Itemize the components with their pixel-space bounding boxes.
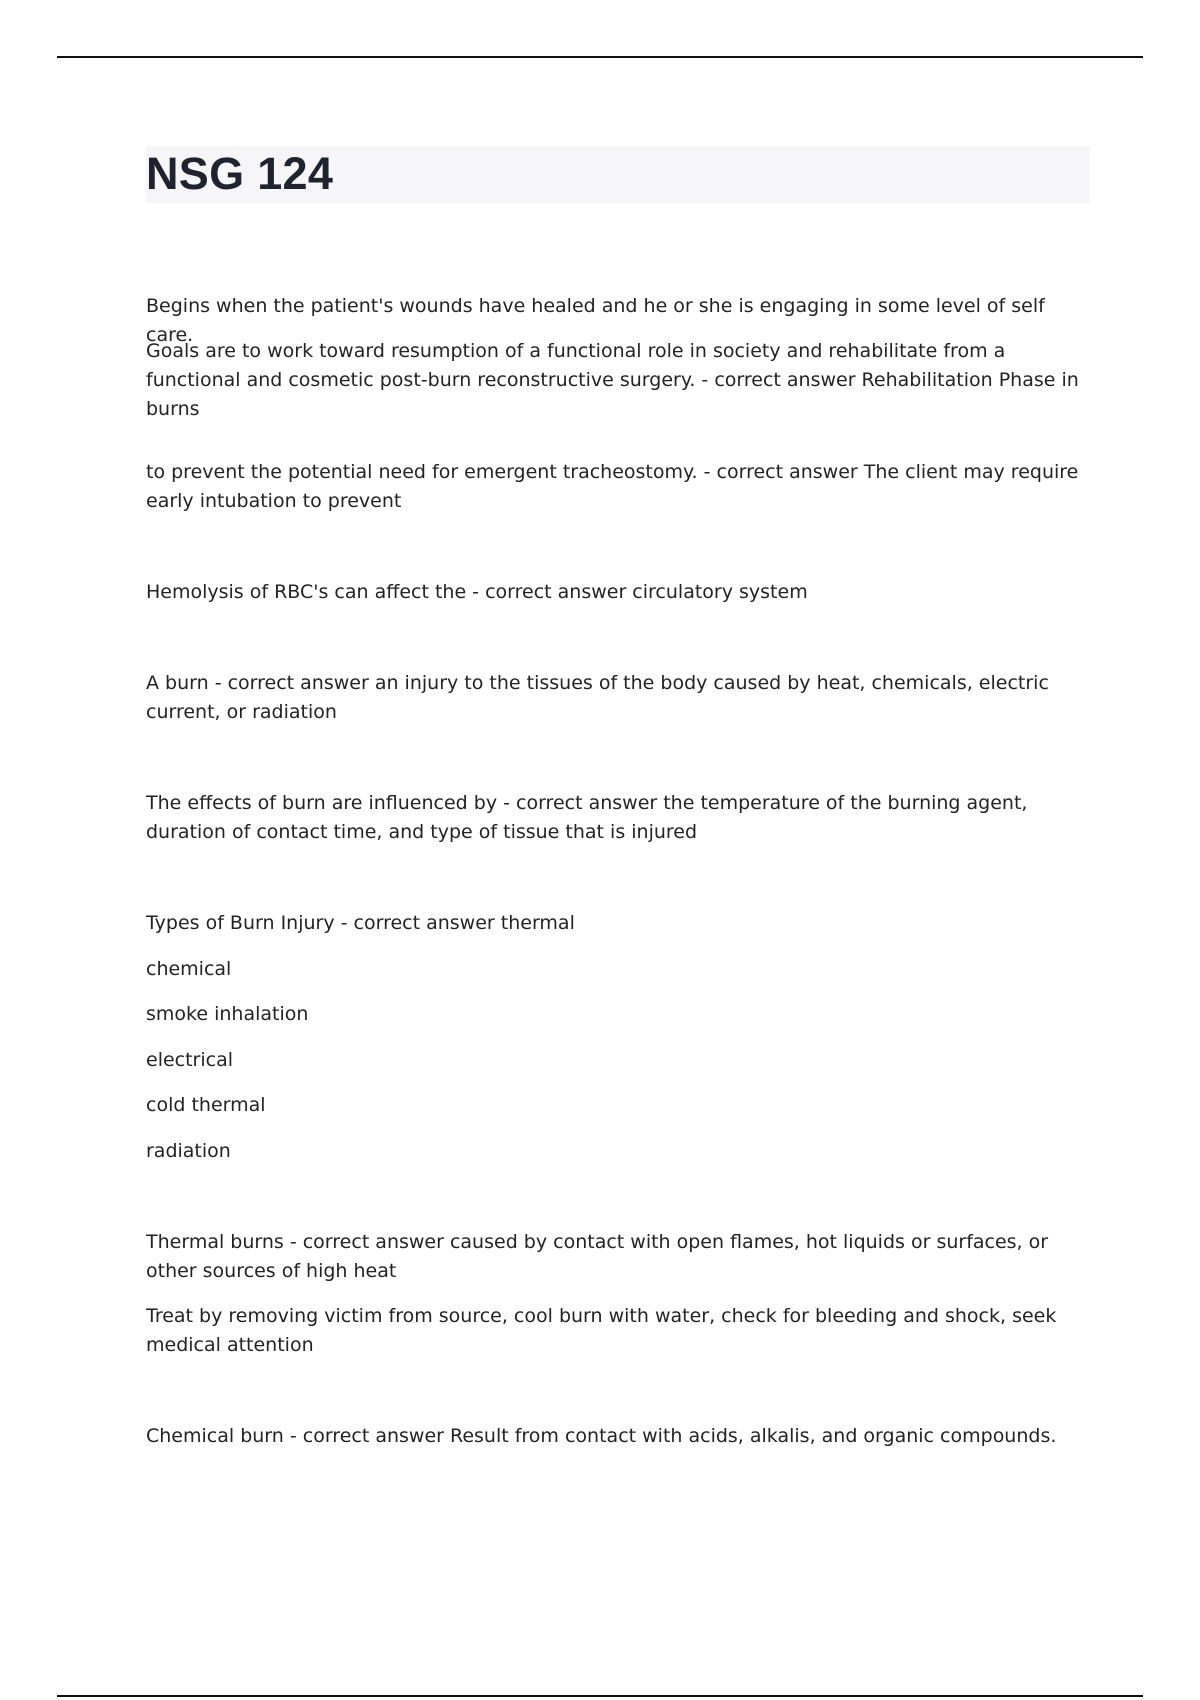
- paragraph-4: Hemolysis of RBC's can affect the - correct answer circulatory system: [146, 581, 808, 603]
- list-item-smoke-inhalation: smoke inhalation: [146, 1003, 309, 1025]
- list-item-chemical: chemical: [146, 958, 232, 980]
- list-item-electrical: electrical: [146, 1049, 234, 1071]
- paragraph-chemical-burn: Chemical burn - correct answer Result from contact with acids, alkalis, and organic compounds.: [146, 1425, 1057, 1447]
- paragraph-6: The effects of burn are influenced by - correct answer the temperature of the burning agent, duration of contact time, and type of tissue that is injured: [146, 792, 1028, 843]
- bottom-rule: [57, 1695, 1143, 1697]
- list-item-radiation: radiation: [146, 1140, 231, 1162]
- paragraph-5: A burn - correct answer an injury to the tissues of the body caused by heat, chemicals, electric current, or radiation: [146, 672, 1049, 723]
- paragraph-1: Begins when the patient's wounds have healed and he or she is engaging in some level of self care.: [146, 295, 1045, 346]
- paragraph-3: to prevent the potential need for emergent tracheostomy. - correct answer The client may require early intubation to prevent: [146, 461, 1079, 512]
- paragraph-treatment: Treat by removing victim from source, cool burn with water, check for bleeding and shock, seek medical attention: [146, 1305, 1057, 1356]
- page-title: NSG 124: [146, 148, 334, 199]
- top-rule: [57, 56, 1143, 58]
- list-item-cold-thermal: cold thermal: [146, 1094, 266, 1116]
- paragraph-2: Goals are to work toward resumption of a functional role in society and rehabilitate from a functional and cosmetic post-burn reconstructive surgery. - correct answer Rehabilitation Phase in burns: [146, 340, 1079, 420]
- paragraph-7: Types of Burn Injury - correct answer thermal: [146, 912, 575, 934]
- paragraph-thermal-burns: Thermal burns - correct answer caused by contact with open flames, hot liquids or surfaces, or other sources of high heat: [146, 1231, 1049, 1282]
